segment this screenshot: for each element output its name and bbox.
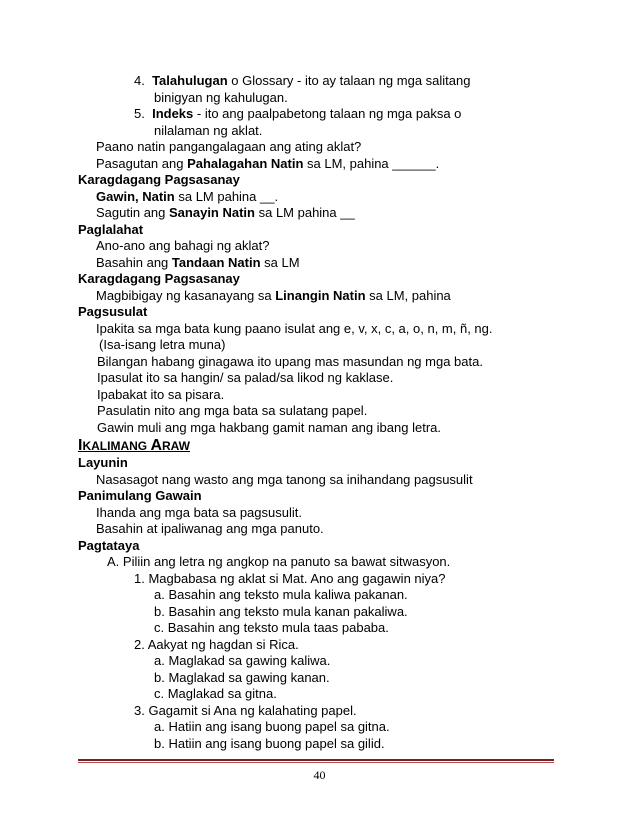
glossary-item: 4. Talahulugan o Glossary - ito ay talaan ng mga salitang bbox=[134, 73, 471, 88]
text-line: Pasulatin nito ang mga bata sa sulatang papel. bbox=[97, 403, 368, 418]
text-line: (Isa-isang letra muna) bbox=[99, 337, 226, 352]
text-line: Paano natin pangangalagaan ang ating aklat? bbox=[96, 139, 362, 154]
footer-divider-thin bbox=[78, 762, 554, 763]
text-line: Ano-ano ang bahagi ng aklat? bbox=[96, 238, 270, 253]
answer-option: a. Hatiin ang isang buong papel sa gitna. bbox=[154, 719, 390, 734]
text-line: Bilangan habang ginagawa ito upang mas masundan ng mga bata. bbox=[97, 354, 483, 369]
index-item-cont: nilalaman ng aklat. bbox=[154, 123, 263, 138]
answer-option: c. Maglakad sa gitna. bbox=[154, 686, 277, 701]
glossary-item-cont: binigyan ng kahulugan. bbox=[154, 90, 288, 105]
heading-layunin: Layunin bbox=[78, 455, 128, 470]
text-line: Basahin at ipaliwanag ang mga panuto. bbox=[96, 521, 324, 536]
heading-panimulang-gawain: Panimulang Gawain bbox=[78, 488, 202, 503]
question-item: 2. Aakyat ng hagdan si Rica. bbox=[134, 637, 299, 652]
section-title: IKALIMANG ARAW bbox=[78, 437, 191, 454]
text-line: Magbibigay ng kasanayang sa Linangin Natin sa LM, pahina bbox=[96, 288, 451, 303]
answer-option: b. Maglakad sa gawing kanan. bbox=[154, 670, 330, 685]
heading-karagdagang-pagsasanay-2: Karagdagang Pagsasanay bbox=[78, 271, 240, 286]
instruction-a: A. Piliin ang letra ng angkop na panuto sa bawat sitwasyon. bbox=[107, 554, 451, 569]
text-line: Gawin muli ang mga hakbang gamit naman ang ibang letra. bbox=[97, 420, 441, 435]
text-line: Pasagutan ang Pahalagahan Natin sa LM, pahina ______. bbox=[96, 156, 440, 171]
text-line: Nasasagot nang wasto ang mga tanong sa inihandang pagsusulit bbox=[96, 472, 473, 487]
answer-option: b. Basahin ang teksto mula kanan pakaliwa. bbox=[154, 604, 408, 619]
text-line: Basahin ang Tandaan Natin sa LM bbox=[96, 255, 300, 270]
text-line: Ipabakat ito sa pisara. bbox=[97, 387, 225, 402]
index-item: 5. Indeks - ito ang paalpabetong talaan ng mga paksa o bbox=[134, 106, 462, 121]
heading-paglalahat: Paglalahat bbox=[78, 222, 144, 237]
text-line: Sagutin ang Sanayin Natin sa LM pahina __ bbox=[96, 205, 355, 220]
answer-option: b. Hatiin ang isang buong papel sa gilid. bbox=[154, 736, 385, 751]
footer-divider bbox=[78, 759, 554, 761]
answer-option: a. Basahin ang teksto mula kaliwa pakanan. bbox=[154, 587, 408, 602]
heading-pagsusulat: Pagsusulat bbox=[78, 304, 148, 319]
heading-pagtataya: Pagtataya bbox=[78, 538, 140, 553]
question-item: 3. Gagamit si Ana ng kalahating papel. bbox=[134, 703, 357, 718]
text-line: Ipasulat ito sa hangin/ sa palad/sa likod ng kaklase. bbox=[97, 370, 394, 385]
heading-karagdagang-pagsasanay: Karagdagang Pagsasanay bbox=[78, 172, 240, 187]
text-line: Ipakita sa mga bata kung paano isulat ang e, v, x, c, a, o, n, m, ñ, ng. bbox=[96, 321, 493, 336]
text-line: Ihanda ang mga bata sa pagsusulit. bbox=[96, 505, 302, 520]
page-number: 40 bbox=[313, 768, 326, 782]
text-line: Gawin, Natin sa LM pahina __. bbox=[96, 189, 279, 204]
answer-option: a. Maglakad sa gawing kaliwa. bbox=[154, 653, 331, 668]
answer-option: c. Basahin ang teksto mula taas pababa. bbox=[154, 620, 389, 635]
question-item: 1. Magbabasa ng aklat si Mat. Ano ang gagawin niya? bbox=[134, 571, 446, 586]
